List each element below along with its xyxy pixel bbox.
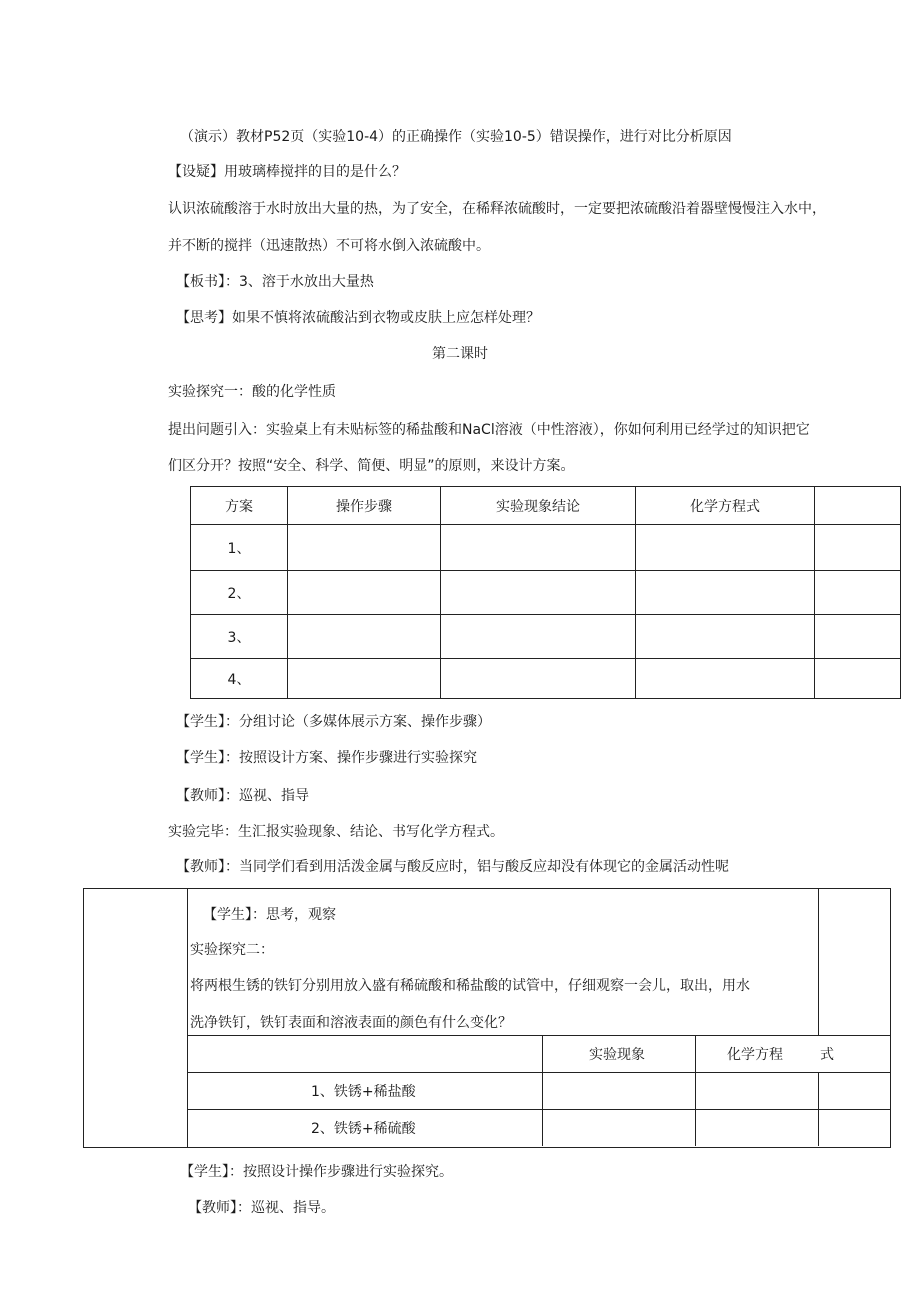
paragraph-explain-1: 认识浓硫酸溶于水时放出大量的热，为了安全，在稀释浓硫酸时，一定要把浓硫酸沿着器壁慢慢注入水中，: [168, 201, 826, 217]
paragraph-explain-2: 并不断的搅拌（迅速散热）不可将水倒入浓硫酸中。: [168, 238, 490, 254]
table2-row: 2、铁锈+稀硫酸: [311, 1121, 416, 1137]
section-heading: 第二课时: [432, 346, 488, 362]
paragraph-board: 【板书】：3、溶于水放出大量热: [176, 274, 374, 290]
paragraph-rust-2: 洗净铁钉，铁钉表面和溶液表面的颜色有什么变化？: [190, 1015, 512, 1031]
paragraph-teacher-guide: 【教师】：巡视、指导: [176, 788, 309, 804]
table2-line: [187, 1072, 890, 1073]
table-row: 4、: [191, 659, 288, 699]
paragraph-rust-1: 将两根生锈的铁钉分别用放入盛有稀硫酸和稀盐酸的试管中，仔细观察一会儿，取出，用水: [190, 978, 750, 994]
table-header: 方案: [191, 487, 288, 525]
table2-row: 1、铁锈+稀盐酸: [311, 1084, 416, 1100]
paragraph-student-discuss: 【学生】：分组讨论（多媒体展示方案、操作步骤）: [176, 714, 491, 730]
paragraph-teacher-question: 【教师】：当同学们看到用活泼金属与酸反应时，铝与酸反应却没有体现它的金属活动性呢: [176, 859, 729, 875]
table-header: [815, 487, 901, 525]
paragraph-student-experiment: 【学生】：按照设计方案、操作步骤进行实验探究: [176, 750, 477, 766]
paragraph-question: 【设疑】用玻璃棒搅拌的目的是什么？: [168, 164, 406, 180]
table2-line: [187, 1109, 890, 1110]
paragraph-intro-2: 们区分开？按照“安全、科学、简便、明显”的原则，来设计方案。: [168, 458, 575, 474]
paragraph-intro-1: 提出问题引入：实验桌上有未贴标签的稀盐酸和NaCl溶液（中性溶液），你如何利用已经学过的知识把它: [168, 422, 810, 438]
table-header: 操作步骤: [288, 487, 441, 525]
table2-line: [187, 1035, 890, 1036]
paragraph-teacher-final: 【教师】：巡视、指导。: [188, 1200, 335, 1216]
table2-line: [818, 1072, 819, 1146]
plan-table: [190, 486, 901, 699]
paragraph-think: 【思考】如果不慎将浓硫酸沾到衣物或皮肤上应怎样处理？: [176, 310, 540, 326]
table2-line: [542, 1035, 543, 1146]
table2-header: 式: [820, 1047, 834, 1063]
paragraph-explore-1: 实验探究一：酸的化学性质: [168, 384, 336, 400]
table-row: 1、: [191, 525, 288, 571]
paragraph-demo: （演示）教材P52页（实验10-4）的正确操作（实验10-5）错误操作，进行对比分析原因: [180, 129, 732, 145]
paragraph-explore-2: 实验探究二：: [190, 942, 274, 958]
table-header: 实验现象结论: [441, 487, 636, 525]
table-row: 3、: [191, 615, 288, 659]
table-row: 2、: [191, 571, 288, 615]
paragraph-student-think: 【学生】：思考，观察: [203, 907, 336, 923]
table2-line: [695, 1035, 696, 1146]
paragraph-student-final: 【学生】：按照设计操作步骤进行实验探究。: [180, 1164, 453, 1180]
layout-divider-right: [818, 888, 819, 1035]
paragraph-finish: 实验完毕：生汇报实验现象、结论、书写化学方程式。: [168, 824, 504, 840]
table2-header: 实验现象: [589, 1047, 645, 1063]
table-header: 化学方程式: [636, 487, 815, 525]
table2-header: 化学方程: [727, 1047, 783, 1063]
